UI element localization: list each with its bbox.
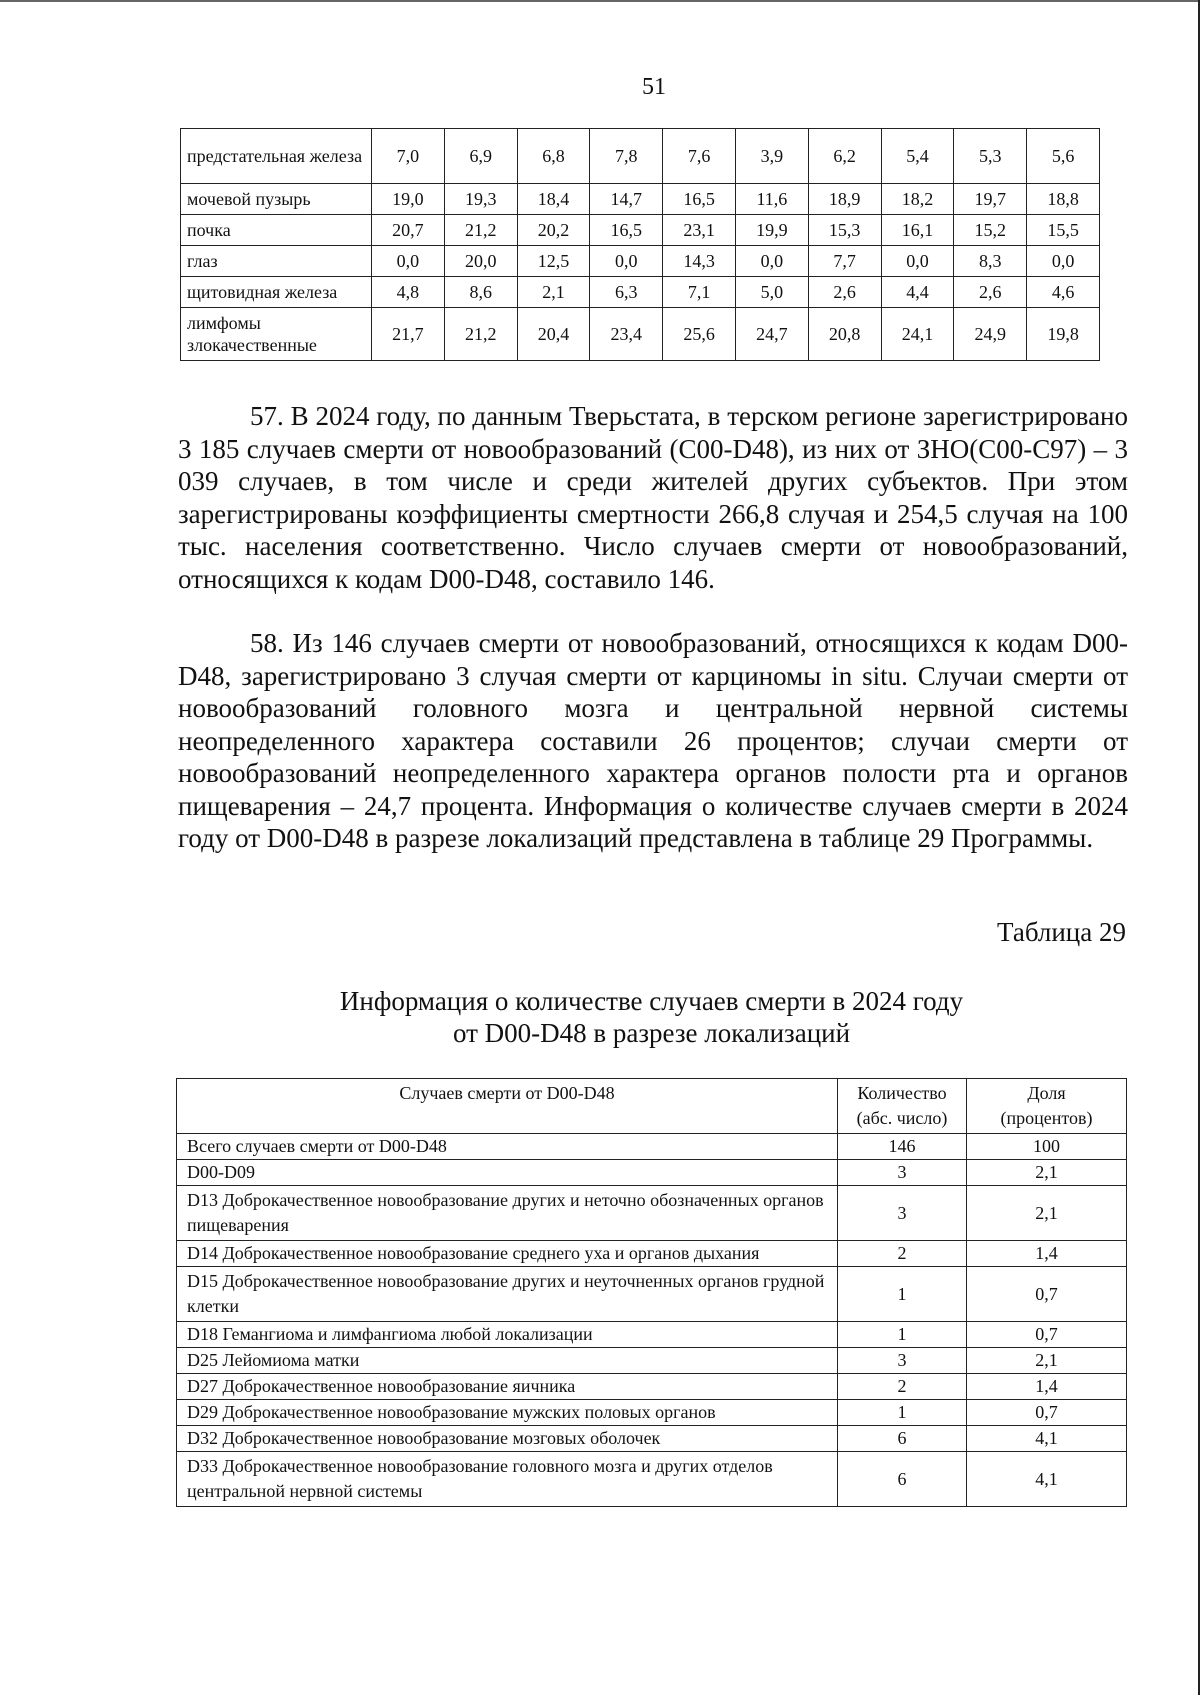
table-cell: 7,0 <box>372 129 445 184</box>
row-count: 146 <box>838 1134 967 1160</box>
row-label: лимфомы злокачественные <box>181 308 372 361</box>
table-cell: 0,0 <box>372 246 445 277</box>
table-cell: 5,0 <box>735 277 808 308</box>
header-share <box>967 1079 1127 1134</box>
table-row <box>177 1348 1127 1374</box>
table-cell: 20,7 <box>372 215 445 246</box>
row-label: щитовидная железа <box>181 277 372 308</box>
table-cell: 7,8 <box>590 129 663 184</box>
table-29-title-line-1: Информация о количестве случаев смерти в 2024 году <box>339 986 964 1016</box>
row-share: 0,7 <box>967 1322 1127 1348</box>
row-name: D32 Доброкачественное новообразование мозговых оболочек <box>177 1426 838 1452</box>
header-name <box>177 1079 838 1134</box>
table-row <box>177 1134 1127 1160</box>
row-share: 2,1 <box>967 1186 1127 1241</box>
row-label: мочевой пузырь <box>181 184 372 215</box>
table-cell: 15,5 <box>1027 215 1100 246</box>
row-label: глаз <box>181 246 372 277</box>
page-number: 51 <box>642 74 666 100</box>
row-name: Всего случаев смерти от D00-D48 <box>177 1134 838 1160</box>
table-row <box>181 277 1100 308</box>
row-count: 3 <box>838 1186 967 1241</box>
row-share: 1,4 <box>967 1241 1127 1267</box>
table-row <box>181 215 1100 246</box>
table-29 <box>176 1078 1127 1507</box>
row-share: 2,1 <box>967 1160 1127 1186</box>
row-name: D27 Доброкачественное новообразование яичника <box>177 1374 838 1400</box>
header-count-line-2: (абс. число) <box>856 1108 948 1128</box>
row-share: 0,7 <box>967 1400 1127 1426</box>
header-name-text: Случаев смерти от D00-D48 <box>399 1083 615 1103</box>
row-count: 6 <box>838 1452 967 1507</box>
table-cell: 24,1 <box>881 308 954 361</box>
header-count-line-1: Количество <box>857 1083 947 1103</box>
table-row <box>177 1267 1127 1322</box>
header-share-line-2: (процентов) <box>1000 1108 1093 1128</box>
table-row <box>177 1241 1127 1267</box>
table-cell: 4,8 <box>372 277 445 308</box>
table-row <box>177 1322 1127 1348</box>
table-cell: 25,6 <box>663 308 736 361</box>
table-cell: 21,7 <box>372 308 445 361</box>
table-row <box>181 129 1100 184</box>
table-cell: 6,3 <box>590 277 663 308</box>
table-cell: 16,1 <box>881 215 954 246</box>
table-cell: 0,0 <box>590 246 663 277</box>
table-29-title <box>0 985 1200 1049</box>
table-cell: 2,1 <box>517 277 590 308</box>
row-share: 0,7 <box>967 1267 1127 1322</box>
table-cell: 20,8 <box>808 308 881 361</box>
table-cell: 3,9 <box>735 129 808 184</box>
row-count: 3 <box>838 1160 967 1186</box>
table-cell: 2,6 <box>808 277 881 308</box>
row-name: D18 Гемангиома и лимфангиома любой локализации <box>177 1322 838 1348</box>
paragraph-58: 58. Из 146 случаев смерти от новообразований, относящихся к кодам D00-D48, зарегистрировано 3 случая смерти от карциномы in situ. Случаи смерти от новообразований головного мозга и центральной нервной системы неопределенного характера составили 26 процентов; случаи смерти от новообразований неопределенного характера органов полости рта и органов пищеварения – 24,7 процента. Информация о количестве случаев смерти в 2024 году от D00-D48 в разрезе локализаций представлена в таблице 29 Программы. <box>178 628 1128 853</box>
table-cell: 19,8 <box>1027 308 1100 361</box>
table-cell: 0,0 <box>1027 246 1100 277</box>
table-cell: 21,2 <box>444 215 517 246</box>
table-row <box>181 308 1100 361</box>
table-cell: 23,1 <box>663 215 736 246</box>
table-cell: 23,4 <box>590 308 663 361</box>
table-cell: 6,8 <box>517 129 590 184</box>
header-count <box>838 1079 967 1134</box>
table-cell: 16,5 <box>590 215 663 246</box>
row-name: D00-D09 <box>177 1160 838 1186</box>
row-count: 2 <box>838 1241 967 1267</box>
table-cell: 12,5 <box>517 246 590 277</box>
row-name: D13 Доброкачественное новообразование других и неточно обозначенных органов пищеварения <box>177 1186 838 1241</box>
row-share: 4,1 <box>967 1452 1127 1507</box>
table-29-label: Таблица 29 <box>997 917 1126 947</box>
paragraph-57: 57. В 2024 году, по данным Тверьстата, в терском регионе зарегистрировано 3 185 случаев смерти от новообразований (С00-D48), из них от ЗНО(С00-С97) – 3 039 случаев, в том числе и среди жителей других субъектов. При этом зарегистрированы коэффициенты смертности 266,8 случая и 254,5 случая на 100 тыс. населения соответственно. Число случаев смерти от новообразований, относящихся к кодам D00-D48, составило 146. <box>178 401 1128 594</box>
table-cell: 5,3 <box>954 129 1027 184</box>
row-name: D14 Доброкачественное новообразование среднего уха и органов дыхания <box>177 1241 838 1267</box>
row-count: 3 <box>838 1348 967 1374</box>
row-share: 1,4 <box>967 1374 1127 1400</box>
table-cell: 19,0 <box>372 184 445 215</box>
table-row <box>177 1452 1127 1507</box>
table-row <box>177 1400 1127 1426</box>
table-cell: 7,1 <box>663 277 736 308</box>
row-label: предстательная железа <box>181 129 372 184</box>
row-share: 4,1 <box>967 1426 1127 1452</box>
table-cell: 20,4 <box>517 308 590 361</box>
row-name: D33 Доброкачественное новообразование головного мозга и других отделов центральной нервной системы <box>177 1452 838 1507</box>
table-cell: 18,4 <box>517 184 590 215</box>
row-share: 2,1 <box>967 1348 1127 1374</box>
table-29-body <box>177 1134 1127 1507</box>
table-cell: 8,3 <box>954 246 1027 277</box>
row-label: почка <box>181 215 372 246</box>
table-cell: 0,0 <box>881 246 954 277</box>
header-share-line-1: Доля <box>1027 1083 1066 1103</box>
row-name: D25 Лейомиома матки <box>177 1348 838 1374</box>
table-row <box>177 1160 1127 1186</box>
table-cell: 5,6 <box>1027 129 1100 184</box>
table-cell: 18,2 <box>881 184 954 215</box>
table-cell: 24,7 <box>735 308 808 361</box>
table-cell: 7,7 <box>808 246 881 277</box>
table-cell: 6,9 <box>444 129 517 184</box>
table-cell: 21,2 <box>444 308 517 361</box>
table-cell: 11,6 <box>735 184 808 215</box>
table-cell: 5,4 <box>881 129 954 184</box>
table-cell: 15,2 <box>954 215 1027 246</box>
table-cell: 7,6 <box>663 129 736 184</box>
row-share: 100 <box>967 1134 1127 1160</box>
table-cell: 16,5 <box>663 184 736 215</box>
table-cell: 0,0 <box>735 246 808 277</box>
table-cell: 4,6 <box>1027 277 1100 308</box>
row-count: 2 <box>838 1374 967 1400</box>
row-name: D15 Доброкачественное новообразование других и неуточненных органов грудной клетки <box>177 1267 838 1322</box>
table-cell: 24,9 <box>954 308 1027 361</box>
table-cell: 19,3 <box>444 184 517 215</box>
table-cell: 14,3 <box>663 246 736 277</box>
mortality-rate-table-body <box>181 129 1100 361</box>
row-count: 1 <box>838 1400 967 1426</box>
table-row <box>181 246 1100 277</box>
table-cell: 18,8 <box>1027 184 1100 215</box>
table-row <box>177 1186 1127 1241</box>
table-cell: 20,2 <box>517 215 590 246</box>
table-row <box>181 184 1100 215</box>
table-29-header-row <box>177 1079 1127 1134</box>
page-top-edge <box>0 0 1200 2</box>
row-count: 6 <box>838 1426 967 1452</box>
table-cell: 6,2 <box>808 129 881 184</box>
row-count: 1 <box>838 1267 967 1322</box>
table-row <box>177 1426 1127 1452</box>
table-cell: 14,7 <box>590 184 663 215</box>
page-number-container <box>0 74 1200 101</box>
table-cell: 18,9 <box>808 184 881 215</box>
table-29-title-line-2: от D00-D48 в разрезе локализаций <box>452 1018 851 1048</box>
table-row <box>177 1374 1127 1400</box>
row-count: 1 <box>838 1322 967 1348</box>
table-cell: 8,6 <box>444 277 517 308</box>
table-cell: 19,7 <box>954 184 1027 215</box>
table-cell: 19,9 <box>735 215 808 246</box>
table-cell: 4,4 <box>881 277 954 308</box>
table-cell: 15,3 <box>808 215 881 246</box>
row-name: D29 Доброкачественное новообразование мужских половых органов <box>177 1400 838 1426</box>
table-cell: 20,0 <box>444 246 517 277</box>
mortality-rate-table <box>180 128 1100 361</box>
table-cell: 2,6 <box>954 277 1027 308</box>
